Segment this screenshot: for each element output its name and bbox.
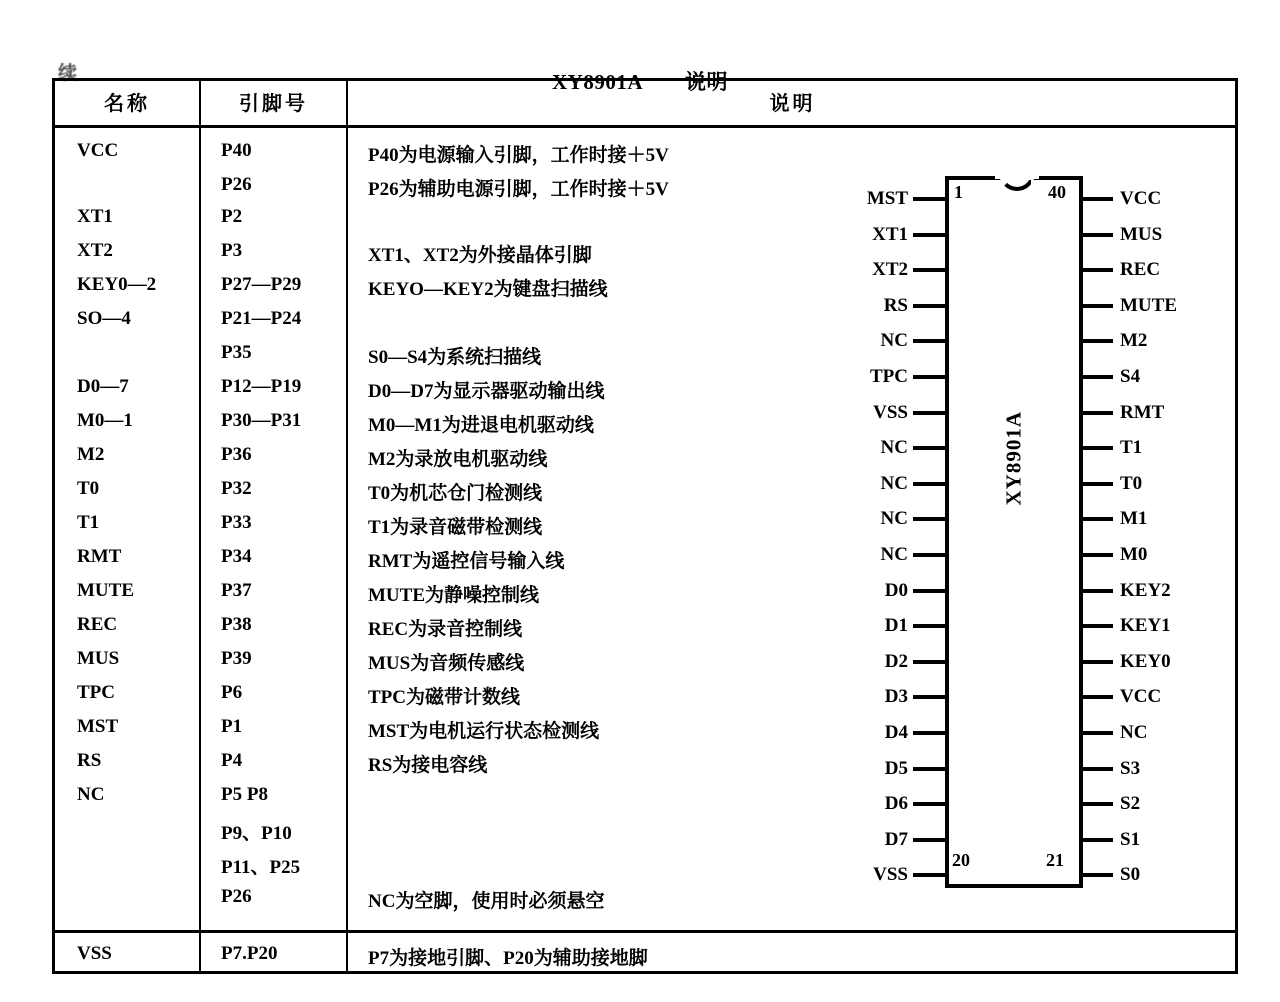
ic-pin-label-d5: D5 xyxy=(884,757,908,779)
table-cell-pin: P2 xyxy=(221,206,243,227)
ic-pin-label-d7: D7 xyxy=(884,828,908,850)
ic-pin-lead xyxy=(913,695,945,699)
table-cell-desc: T1为录音磁带检测线 xyxy=(368,517,543,538)
table-cell-pin: P32 xyxy=(221,478,252,499)
ic-pin-label-mute: MUTE xyxy=(1120,294,1177,316)
ic-pin-lead xyxy=(913,767,945,771)
ic-pin-label-xt1: XT1 xyxy=(872,223,908,245)
ic-pin-lead xyxy=(913,233,945,237)
ic-pin-lead xyxy=(1081,375,1113,379)
ic-pin-label-s0: S0 xyxy=(1120,864,1141,886)
table-cell-pin: P26 xyxy=(221,886,252,907)
table-cell-pin: P6 xyxy=(221,682,243,703)
ic-pin-label-s3: S3 xyxy=(1120,757,1141,779)
table-cell-name: MST xyxy=(77,716,119,737)
table-cell-pin: P11、P25 xyxy=(221,857,301,878)
ic-pin-label-rmt: RMT xyxy=(1120,401,1165,423)
ic-pin-label-d4: D4 xyxy=(884,722,908,743)
table-cell-name: XT2 xyxy=(77,240,113,261)
ic-pin-label-rs: RS xyxy=(883,294,908,316)
ic-pin-label-nc: NC xyxy=(880,508,908,530)
ic-pin-label-mus: MUS xyxy=(1120,223,1163,245)
ic-pin-label-mst: MST xyxy=(866,188,908,209)
ic-pin-label-d6: D6 xyxy=(884,793,908,815)
table-cell-desc: REC为录音控制线 xyxy=(368,619,523,640)
table-cell-pin: P4 xyxy=(221,750,243,771)
table-cell-desc: TPC为磁带计数线 xyxy=(368,687,521,708)
ic-pin-lead xyxy=(1081,695,1113,699)
table-header-pin: 引脚号 xyxy=(239,93,308,115)
ic-pin-lead xyxy=(913,553,945,557)
table-header-desc: 说明 xyxy=(769,93,816,115)
ic-pin-number-1: 1 xyxy=(954,182,963,202)
ic-pin-lead xyxy=(1081,767,1113,771)
ic-pin-lead xyxy=(913,197,945,201)
table-cell-desc: MUS为音频传感线 xyxy=(368,653,525,674)
ic-pin-label-d0: D0 xyxy=(884,579,908,601)
ic-pin-lead xyxy=(913,339,945,343)
table-footer-desc: P7为接地引脚、P20为辅助接地脚 xyxy=(368,948,648,969)
ic-pin-lead xyxy=(913,304,945,308)
table-cell-desc: D0—D7为显示器驱动输出线 xyxy=(368,381,605,402)
table-cell-name: RS xyxy=(77,750,102,771)
table-cell-name: MUS xyxy=(77,648,120,669)
ic-pin-label-rec: REC xyxy=(1120,259,1161,281)
ic-package-body xyxy=(945,176,1083,888)
ic-pin-lead xyxy=(913,838,945,842)
table-cell-pin: P9、P10 xyxy=(221,823,292,844)
ic-pin-lead xyxy=(1081,304,1113,308)
ic-pin-lead xyxy=(1081,660,1113,664)
ic-pin-label-m1: M1 xyxy=(1120,508,1148,530)
table-cell-desc: P40为电源输入引脚，工作时接＋5V xyxy=(368,145,669,166)
ic-pin-lead xyxy=(1081,624,1113,628)
ic-pin-label-nc: NC xyxy=(880,472,908,494)
table-header-name: 名称 xyxy=(104,93,150,115)
ic-pin-label-m2: M2 xyxy=(1120,330,1148,352)
ic-pin-label-key1: KEY1 xyxy=(1120,615,1171,637)
ic-pin-label-nc: NC xyxy=(1120,722,1148,743)
table-cell-pin: P39 xyxy=(221,648,252,669)
table-cell-name: SO—4 xyxy=(77,308,131,329)
table-cell-desc: S0—S4为系统扫描线 xyxy=(368,347,542,368)
table-cell-pin: P30—P31 xyxy=(221,410,302,431)
table-cell-pin: P21—P24 xyxy=(221,308,302,329)
ic-chip-name: XY8901A xyxy=(1001,411,1026,506)
ic-pin-lead xyxy=(1081,731,1113,735)
ic-pin-lead xyxy=(913,589,945,593)
table-cell-desc: MUTE为静噪控制线 xyxy=(368,585,540,606)
ic-pin-lead xyxy=(1081,197,1113,201)
table-cell-name: VCC xyxy=(77,140,119,161)
table-cell-pin: P3 xyxy=(221,240,243,261)
ic-pin-label-vcc: VCC xyxy=(1120,686,1162,708)
table-cell-desc: M0—M1为进退电机驱动线 xyxy=(368,415,594,436)
ic-pin-label-d1: D1 xyxy=(884,615,908,637)
table-cell-pin: P26 xyxy=(221,174,252,195)
table-cell-name: KEY0—2 xyxy=(77,274,157,295)
ic-pin-lead xyxy=(1081,482,1113,486)
table-cell-pin: P36 xyxy=(221,444,252,465)
ic-pin-label-vcc: VCC xyxy=(1120,188,1162,209)
ic-pin-lead xyxy=(1081,589,1113,593)
table-column-divider-1 xyxy=(199,81,201,971)
table-footer-pin: P7.P20 xyxy=(221,943,278,964)
ic-pinout-diagram xyxy=(826,160,1236,900)
page-title-suffix: 说明 xyxy=(685,70,728,94)
table-column-divider-2 xyxy=(346,81,348,971)
table-cell-name: T1 xyxy=(77,512,100,533)
ic-pin-lead xyxy=(913,873,945,877)
ic-pin-label-m0: M0 xyxy=(1120,544,1148,565)
ic-pin-number-40: 40 xyxy=(1048,182,1066,202)
table-cell-name: NC xyxy=(77,784,105,805)
table-cell-name: MUTE xyxy=(77,580,134,601)
ic-pin-lead xyxy=(1081,446,1113,450)
ic-pin-label-tpc: TPC xyxy=(870,366,908,387)
ic-pin-label-vss: VSS xyxy=(873,864,908,886)
table-cell-name: RMT xyxy=(77,546,122,567)
ic-pin-lead xyxy=(1081,411,1113,415)
table-cell-name: D0—7 xyxy=(77,376,129,397)
table-cell-desc: MST为电机运行状态检测线 xyxy=(368,721,600,742)
ic-pin-lead xyxy=(1081,873,1113,877)
table-cell-name: T0 xyxy=(77,478,100,499)
page-title-part-number: XY8901A xyxy=(552,70,643,94)
ic-pin-label-xt2: XT2 xyxy=(872,259,908,281)
ic-pin-lead xyxy=(913,624,945,628)
corner-mark: 续 xyxy=(58,63,78,84)
table-cell-pin: P27—P29 xyxy=(221,274,302,295)
table-cell-name: M0—1 xyxy=(77,410,133,431)
ic-pin-lead xyxy=(913,660,945,664)
table-cell-pin: P35 xyxy=(221,342,252,363)
ic-pin-label-nc: NC xyxy=(880,330,908,352)
ic-pin-lead xyxy=(913,731,945,735)
ic-pin-lead xyxy=(913,482,945,486)
ic-pin-label-s4: S4 xyxy=(1120,366,1141,387)
ic-pin-label-d3: D3 xyxy=(884,686,908,708)
ic-pin-lead xyxy=(913,802,945,806)
ic-pin-label-t0: T0 xyxy=(1120,472,1143,494)
table-cell-name: TPC xyxy=(77,682,115,703)
table-cell-pin: P34 xyxy=(221,546,252,567)
table-cell-desc: KEYO—KEY2为键盘扫描线 xyxy=(368,279,608,300)
ic-pin-lead xyxy=(1081,268,1113,272)
ic-pin-lead xyxy=(913,268,945,272)
ic-pin-lead xyxy=(913,517,945,521)
table-cell-pin: P38 xyxy=(221,614,252,635)
table-cell-pin: P5 P8 xyxy=(221,784,268,805)
ic-pin-label-nc: NC xyxy=(880,437,908,459)
table-cell-desc: XT1、XT2为外接晶体引脚 xyxy=(368,245,592,266)
page-header xyxy=(0,30,1280,94)
table-cell-name: REC xyxy=(77,614,118,635)
table-cell-pin: P40 xyxy=(221,140,252,161)
ic-pin-lead xyxy=(1081,339,1113,343)
ic-pin-number-21: 21 xyxy=(1046,850,1064,870)
ic-pin-label-d2: D2 xyxy=(884,650,908,672)
ic-pin-lead xyxy=(1081,233,1113,237)
table-cell-desc: M2为录放电机驱动线 xyxy=(368,449,548,470)
ic-pin-label-key2: KEY2 xyxy=(1120,579,1171,601)
table-cell-name: XT1 xyxy=(77,206,113,227)
table-header-divider xyxy=(55,125,1235,128)
ic-pin-number-20: 20 xyxy=(952,850,970,870)
table-cell-desc: NC为空脚，使用时必须悬空 xyxy=(368,891,605,912)
table-cell-desc: T0为机芯仓门检测线 xyxy=(368,483,543,504)
table-cell-name: M2 xyxy=(77,444,105,465)
ic-pin-lead xyxy=(913,446,945,450)
table-cell-pin: P37 xyxy=(221,580,252,601)
ic-pin-lead xyxy=(913,411,945,415)
table-cell-desc: P26为辅助电源引脚，工作时接＋5V xyxy=(368,179,669,200)
table-cell-pin: P12—P19 xyxy=(221,376,302,397)
table-cell-pin: P1 xyxy=(221,716,243,737)
table-footer-divider xyxy=(55,930,1235,933)
table-cell-desc: RS为接电容线 xyxy=(368,755,488,776)
ic-pin-label-s1: S1 xyxy=(1120,828,1141,850)
ic-pin-lead xyxy=(1081,802,1113,806)
ic-pin-lead xyxy=(1081,517,1113,521)
ic-pin-lead xyxy=(1081,553,1113,557)
table-cell-desc: RMT为遥控信号输入线 xyxy=(368,551,565,572)
ic-pin-label-vss: VSS xyxy=(873,401,908,423)
ic-pin-label-nc: NC xyxy=(880,544,908,565)
ic-pin-label-s2: S2 xyxy=(1120,793,1141,815)
ic-pin-label-key0: KEY0 xyxy=(1120,650,1171,672)
ic-pin-label-t1: T1 xyxy=(1120,437,1143,459)
ic-pin-lead xyxy=(1081,838,1113,842)
ic-pin-lead xyxy=(913,375,945,379)
table-footer-name: VSS xyxy=(77,943,112,964)
table-cell-pin: P33 xyxy=(221,512,252,533)
